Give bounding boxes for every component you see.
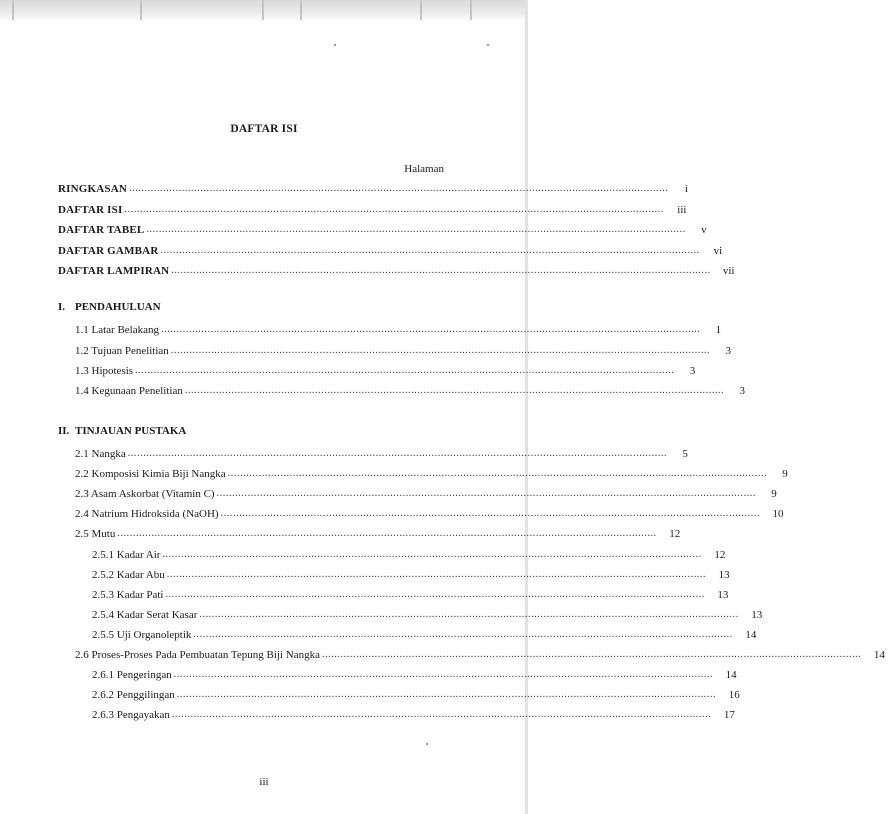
toc-entry-label: 2.6.1 Pengeringan xyxy=(92,669,172,681)
chapter-title: PENDAHULUAN xyxy=(75,301,161,313)
toc-entry-label: 2.5.5 Uji Organoleptik xyxy=(92,629,192,641)
chapter-title: TINJAUAN PUSTAKA xyxy=(75,425,187,437)
toc-entry[interactable] xyxy=(75,362,696,378)
chapter-heading[interactable] xyxy=(58,301,161,313)
toc-entry[interactable] xyxy=(75,646,885,662)
toc-entry-label: 2.1 Nangka xyxy=(75,448,126,460)
toc-page-number: 9 xyxy=(782,468,788,480)
dot-leader: .............................................................................................................................................................................. xyxy=(171,265,711,276)
toc-entry[interactable] xyxy=(92,546,726,562)
toc-entry[interactable] xyxy=(75,342,731,358)
scan-artifact xyxy=(12,0,14,20)
toc-page-number: v xyxy=(701,224,707,236)
page-column-header: Halaman xyxy=(404,163,444,175)
scan-edge-top xyxy=(0,0,528,22)
toc-entry-label: 2.5.1 Kadar Air xyxy=(92,549,161,561)
toc-entry-label: 2.5 Mutu xyxy=(75,528,116,540)
toc-entry[interactable] xyxy=(75,382,745,398)
toc-page-number: 13 xyxy=(718,569,730,581)
scan-speck xyxy=(487,44,489,46)
dot-leader: .............................................................................................................................................................................. xyxy=(321,649,862,660)
dot-leader: .............................................................................................................................................................................. xyxy=(227,468,768,479)
dot-leader: .............................................................................................................................................................................. xyxy=(184,385,725,396)
dot-leader: .............................................................................................................................................................................. xyxy=(220,508,760,519)
toc-page-number: vi xyxy=(713,245,723,257)
toc-page-number: 5 xyxy=(682,448,688,460)
toc-entry-label: 2.6.3 Pengayakan xyxy=(92,709,170,721)
footer-page-number: iii xyxy=(259,776,269,788)
toc-page-number: i xyxy=(684,183,688,195)
dot-leader: .............................................................................................................................................................................. xyxy=(216,488,756,499)
toc-entry[interactable] xyxy=(75,485,777,501)
dot-leader: .............................................................................................................................................................................. xyxy=(173,669,714,680)
toc-page-number: 13 xyxy=(751,609,763,621)
toc-entry-label: DAFTAR TABEL xyxy=(58,224,145,236)
page-title: DAFTAR ISI xyxy=(230,123,298,135)
toc-entry-label: 2.4 Natrium Hidroksida (NaOH) xyxy=(75,508,219,520)
toc-entry[interactable] xyxy=(92,606,763,622)
scan-speck xyxy=(334,44,336,46)
toc-page-number: 3 xyxy=(725,345,731,357)
toc-entry-label: 1.1 Latar Belakang xyxy=(75,324,159,336)
dot-leader: .............................................................................................................................................................................. xyxy=(166,569,707,580)
toc-page-number: 16 xyxy=(728,689,740,701)
toc-entry[interactable] xyxy=(58,262,735,278)
chapter-heading[interactable] xyxy=(58,425,186,437)
scan-artifact xyxy=(470,0,472,20)
dot-leader: .............................................................................................................................................................................. xyxy=(117,528,657,539)
scan-speck xyxy=(426,743,428,745)
toc-page-number: 12 xyxy=(669,528,681,540)
toc-page-number: 12 xyxy=(714,549,726,561)
scan-artifact xyxy=(420,0,422,20)
dot-leader: .............................................................................................................................................................................. xyxy=(176,689,717,700)
toc-entry-label: 2.2 Komposisi Kimia Biji Nangka xyxy=(75,468,226,480)
toc-entry[interactable] xyxy=(58,201,687,217)
dot-leader: .............................................................................................................................................................................. xyxy=(193,629,733,640)
toc-entry-label: 2.5.4 Kadar Serat Kasar xyxy=(92,609,198,621)
dot-leader: .............................................................................................................................................................................. xyxy=(199,609,739,620)
toc-page-number: 3 xyxy=(689,365,696,377)
dot-leader: .............................................................................................................................................................................. xyxy=(135,365,675,376)
toc-entry[interactable] xyxy=(75,505,784,521)
dot-leader: .............................................................................................................................................................................. xyxy=(146,224,686,235)
dot-leader: .............................................................................................................................................................................. xyxy=(124,204,664,215)
toc-entry[interactable] xyxy=(92,686,740,702)
dot-leader: .............................................................................................................................................................................. xyxy=(160,245,700,256)
toc-page-number: iii xyxy=(677,204,687,216)
toc-entry-label: 1.4 Kegunaan Penelitian xyxy=(75,385,183,397)
dot-leader: .............................................................................................................................................................................. xyxy=(165,589,705,600)
toc-page-number: 10 xyxy=(772,508,784,520)
dot-leader: .............................................................................................................................................................................. xyxy=(127,448,668,459)
toc-entry[interactable] xyxy=(92,566,730,582)
toc-entry[interactable] xyxy=(58,180,688,196)
toc-entry[interactable] xyxy=(92,626,757,642)
toc-page-number: 14 xyxy=(725,669,737,681)
toc-entry-label: 2.6.2 Penggilingan xyxy=(92,689,175,701)
chapter-number: I. xyxy=(58,301,66,313)
toc-page-number: 1 xyxy=(715,324,722,336)
toc-entry-label: 2.3 Asam Askorbat (Vitamin C) xyxy=(75,488,215,500)
dot-leader: .............................................................................................................................................................................. xyxy=(161,324,701,335)
scan-artifact xyxy=(262,0,264,20)
toc-entry-label: DAFTAR ISI xyxy=(58,204,123,216)
toc-page-number: 17 xyxy=(723,709,735,721)
toc-entry[interactable] xyxy=(92,586,729,602)
toc-entry[interactable] xyxy=(75,445,688,461)
chapter-number: II. xyxy=(58,425,70,437)
toc-entry[interactable] xyxy=(92,706,735,722)
toc-page-number: 14 xyxy=(873,649,885,661)
dot-leader: .............................................................................................................................................................................. xyxy=(129,183,669,194)
toc-page-number: 3 xyxy=(739,385,745,397)
toc-entry-label: 1.2 Tujuan Penelitian xyxy=(75,345,169,357)
toc-entry-label: RINGKASAN xyxy=(58,183,128,195)
toc-page-number: 13 xyxy=(717,589,729,601)
dot-leader: .............................................................................................................................................................................. xyxy=(162,549,702,560)
toc-entry-label: 2.5.3 Kadar Pati xyxy=(92,589,164,601)
toc-entry[interactable] xyxy=(92,666,737,682)
toc-entry[interactable] xyxy=(75,321,722,337)
toc-page-number: vii xyxy=(722,265,735,277)
toc-entry[interactable] xyxy=(58,221,707,237)
toc-entry-label: 2.5.2 Kadar Abu xyxy=(92,569,165,581)
toc-page-number: 14 xyxy=(745,629,757,641)
toc-entry-label: 1.3 Hipotesis xyxy=(75,365,134,377)
toc-entry-label: DAFTAR GAMBAR xyxy=(58,245,159,257)
scan-artifact xyxy=(140,0,142,20)
toc-entry-label: 2.6 Proses-Proses Pada Pembuatan Tepung Biji Nangka xyxy=(75,649,320,661)
toc-entry[interactable] xyxy=(75,465,788,481)
toc-entry[interactable] xyxy=(58,242,723,258)
dot-leader: .............................................................................................................................................................................. xyxy=(170,345,711,356)
scan-artifact xyxy=(300,0,302,20)
toc-page-number: 9 xyxy=(771,488,777,500)
toc-entry[interactable] xyxy=(75,525,681,541)
dot-leader: .............................................................................................................................................................................. xyxy=(171,709,712,720)
toc-entry-label: DAFTAR LAMPIRAN xyxy=(58,265,170,277)
